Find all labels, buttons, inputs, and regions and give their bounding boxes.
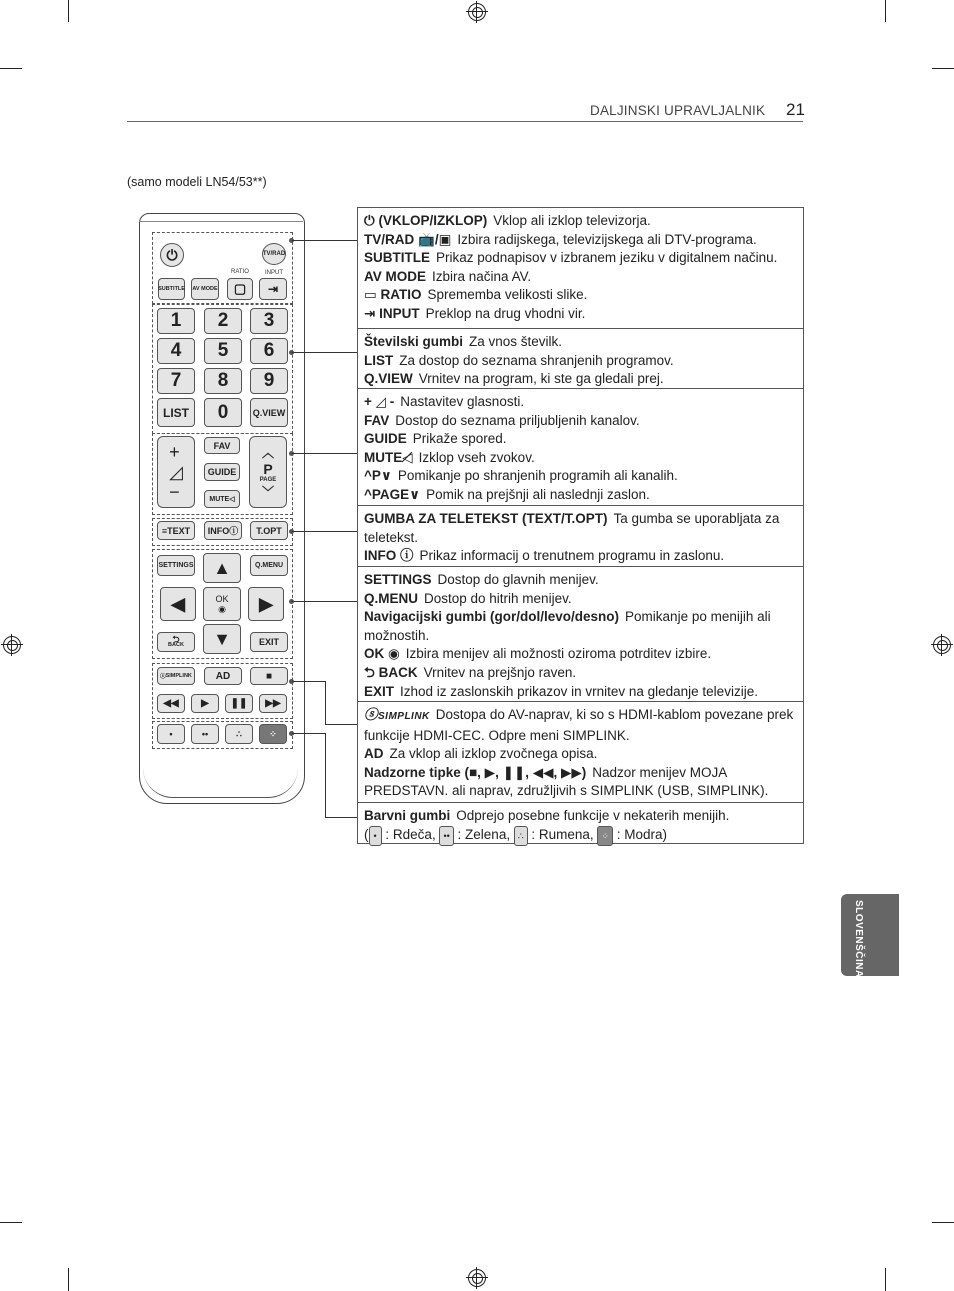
desc: Dostop do seznama priljubljenih kanalov. xyxy=(395,412,640,428)
registration-mark-icon xyxy=(3,636,21,654)
button-description-table xyxy=(357,207,804,844)
nav-up-button[interactable]: ▲ xyxy=(203,553,241,583)
fav-label: FAV xyxy=(213,440,231,451)
header-title: DALJINSKI UPRAVLJALNIK xyxy=(590,103,766,118)
fav-button[interactable] xyxy=(204,437,240,454)
digit-6-button[interactable] xyxy=(250,338,288,364)
term: EXIT xyxy=(364,683,395,699)
qmenu-button[interactable] xyxy=(250,555,288,576)
term: SUBTITLE xyxy=(364,250,430,266)
subtitle-label: SUBTITLE xyxy=(158,286,185,292)
header-divider xyxy=(127,121,803,122)
leader-line xyxy=(325,724,357,725)
info-icon: ⓘ xyxy=(400,548,414,564)
ad-label: AD xyxy=(215,670,231,682)
term: RATIO xyxy=(380,287,422,303)
term: GUIDE xyxy=(364,431,407,447)
input-icon: ⇥ xyxy=(364,305,376,321)
desc: Preklop na drug vhodni vir. xyxy=(425,305,586,321)
pause-button[interactable]: ❚❚ xyxy=(225,694,253,713)
ratio-label: RATIO xyxy=(231,269,249,275)
input-button[interactable]: ⇥ xyxy=(259,278,287,300)
desc: Za vnos številk. xyxy=(469,334,563,349)
registration-mark-icon xyxy=(468,1269,486,1287)
media-keys-icon: ■, ▶, ❚❚, ◀◀, ▶▶ xyxy=(469,764,582,780)
ad-button[interactable] xyxy=(204,667,242,685)
section-volume xyxy=(358,389,803,506)
subtitle-button[interactable] xyxy=(158,278,185,300)
text-label: TEXT xyxy=(167,525,191,536)
yellow-button[interactable]: ∴ xyxy=(225,724,253,744)
term: MUTE xyxy=(364,449,403,465)
ok-label: OK xyxy=(215,593,229,604)
desc: Vklop ali izklop televizorja. xyxy=(493,213,651,228)
term: ^PAGE∨ xyxy=(364,486,421,502)
settings-button[interactable] xyxy=(157,555,195,576)
crop-mark xyxy=(885,0,886,22)
digit-3-label: 3 xyxy=(263,310,275,331)
blue-button[interactable]: ⁘ xyxy=(259,724,287,744)
registration-mark-icon xyxy=(468,3,486,21)
desc: Izhod iz zaslonskih prikazov in vrnitev na gledanje televizije. xyxy=(400,683,758,699)
desc: Ta gumba se uporabljata za teletekst. xyxy=(364,511,780,545)
leader-line xyxy=(325,681,326,725)
power-button[interactable]: ⏻ xyxy=(160,243,184,267)
term: Nadzorne tipke xyxy=(364,764,461,780)
term: FAV xyxy=(364,412,390,428)
term: OK xyxy=(364,646,385,662)
green-dot-icon: •• xyxy=(439,826,453,847)
mute-button[interactable]: MUTE ◁ xyxy=(204,490,240,508)
digit-7-label: 7 xyxy=(170,370,182,391)
digit-8-button[interactable] xyxy=(204,368,242,394)
av-mode-button[interactable] xyxy=(191,278,219,300)
term: Navigacijski gumbi (gor/dol/levo/desno) xyxy=(364,609,620,625)
term: (VKLOP/IZKLOP) xyxy=(378,213,488,228)
term: AD xyxy=(364,746,384,762)
chevron-down-icon: ﹀ xyxy=(261,485,274,499)
digit-1-button[interactable] xyxy=(157,308,195,334)
crop-mark xyxy=(68,0,69,22)
mute-label: MUTE xyxy=(209,495,230,503)
term: Številski gumbi xyxy=(364,334,464,349)
digit-9-button[interactable] xyxy=(250,368,288,394)
ok-button[interactable] xyxy=(203,587,241,621)
leader-line xyxy=(292,531,357,532)
desc: Vrnitev na prejšnjo raven. xyxy=(423,664,577,680)
topt-button[interactable] xyxy=(250,521,288,540)
info-button[interactable]: INFO ⓘ xyxy=(204,521,242,540)
back-icon: ⮌ xyxy=(364,664,375,680)
green-button[interactable]: •• xyxy=(191,724,219,744)
desc: Izbira menijev ali možnosti oziroma potrditev izbire. xyxy=(405,646,712,662)
simplink-label: SIMPLINK xyxy=(165,673,192,679)
page-label: PAGE xyxy=(259,477,277,483)
ok-icon: ◉ xyxy=(388,646,400,662)
qview-button[interactable] xyxy=(250,398,288,427)
digit-1-label: 1 xyxy=(170,310,182,331)
info-label: INFO xyxy=(207,525,230,536)
simplink-icon: ⓢSIMPLINK xyxy=(364,707,430,722)
term: Barvni gumbi xyxy=(364,808,451,823)
leader-line xyxy=(292,681,326,682)
desc: Sprememba velikosti slike. xyxy=(427,287,588,303)
leader-line xyxy=(325,817,357,818)
language-tab xyxy=(841,894,899,976)
term: GUMBA ZA TELETEKST (TEXT/T.OPT) xyxy=(364,511,608,526)
term: TV/RAD xyxy=(364,231,415,247)
registration-mark-icon xyxy=(933,636,951,654)
qview-label: Q.VIEW xyxy=(252,407,286,418)
desc: Izbira radijskega, televizijskega ali DTV-programa. xyxy=(457,231,757,247)
digit-7-button[interactable] xyxy=(157,368,195,394)
volume-rocker[interactable]: + ◿ − xyxy=(157,436,195,508)
desc: Izbira načina AV. xyxy=(432,268,532,284)
crop-mark xyxy=(932,1222,954,1223)
desc: Prikaz podnapisov v izbranem jeziku v digitalnem načinu. xyxy=(436,250,778,266)
section-colors xyxy=(358,803,803,845)
crop-mark xyxy=(68,1268,69,1291)
ok-icon: ◉ xyxy=(218,603,226,614)
term: LIST xyxy=(364,352,394,368)
term: INPUT xyxy=(379,305,420,321)
program-rocker[interactable] xyxy=(249,436,287,508)
back-label: BACK xyxy=(168,642,184,648)
term: Q.VIEW xyxy=(364,371,413,387)
back-button[interactable] xyxy=(157,632,195,652)
blue-dot-icon: ⁘ xyxy=(597,826,613,847)
desc: Pomikanje po shranjenih programih ali kanalih. xyxy=(397,468,678,484)
digit-6-label: 6 xyxy=(263,340,275,361)
digit-0-button[interactable] xyxy=(204,398,242,427)
leader-line xyxy=(325,733,326,818)
yellow-dot-icon: ∴ xyxy=(514,826,528,847)
list-label: LIST xyxy=(163,405,189,420)
red-button[interactable]: • xyxy=(157,724,185,744)
crop-mark xyxy=(932,68,954,69)
rewind-button[interactable]: ◀◀ xyxy=(157,694,185,713)
term: + ◿ - xyxy=(364,394,395,409)
red-dot-icon: • xyxy=(369,826,382,847)
leader-line xyxy=(292,453,357,454)
mute-icon: ◁̸ xyxy=(402,449,413,465)
desc: Izklop vseh zvokov. xyxy=(418,449,535,465)
digit-4-label: 4 xyxy=(170,340,182,361)
crop-mark xyxy=(0,68,22,69)
digit-2-label: 2 xyxy=(217,310,229,331)
guide-button[interactable] xyxy=(204,463,240,481)
desc: Za vklop ali izklop zvočnega opisa. xyxy=(389,746,598,762)
digit-5-button[interactable] xyxy=(204,338,242,364)
nav-right-button[interactable]: ▶ xyxy=(248,587,284,621)
desc: Dostop do glavnih menijev. xyxy=(437,572,599,587)
remote-bottom-curve xyxy=(143,752,298,798)
list-button[interactable] xyxy=(157,398,195,427)
exit-label: EXIT xyxy=(258,637,279,647)
digit-4-button[interactable] xyxy=(157,338,195,364)
topt-label: T.OPT xyxy=(256,525,282,536)
desc: Za dostop do seznama shranjenih programov. xyxy=(399,352,674,368)
chevron-up-icon: ︿ xyxy=(261,446,274,460)
nav-down-button[interactable]: ▼ xyxy=(203,624,241,654)
section-navigation xyxy=(358,567,803,702)
tv-rad-button[interactable] xyxy=(262,243,286,265)
desc: Prikaz informacij o trenutnem programu in zaslonu. xyxy=(419,548,725,564)
desc: Odprejo posebne funkcije v nekaterih menijih. xyxy=(456,808,730,823)
term: INFO xyxy=(364,548,397,564)
tv-radio-icon: 📺/▣ xyxy=(418,231,452,247)
desc: Vrnitev na program, ki ste ga gledali prej. xyxy=(418,371,664,387)
term: ^P∨ xyxy=(364,468,392,484)
leader-line xyxy=(292,601,357,602)
term: AV MODE xyxy=(364,268,427,284)
ratio-button[interactable]: ▢ xyxy=(227,278,253,300)
back-icon: ⮌ xyxy=(172,634,180,644)
term: Q.MENU xyxy=(364,590,418,606)
term: SETTINGS xyxy=(364,572,432,587)
leader-line xyxy=(292,240,357,241)
digit-2-button[interactable] xyxy=(204,308,242,334)
leader-line xyxy=(292,352,357,353)
settings-label: SETTINGS xyxy=(158,562,194,569)
av-mode-label: AV MODE xyxy=(192,286,218,292)
program-p-label: P xyxy=(263,461,273,477)
section-teletext xyxy=(358,506,803,567)
qmenu-label: Q.MENU xyxy=(255,562,283,569)
nav-left-button[interactable]: ◀ xyxy=(160,587,196,621)
remote-top-edge xyxy=(139,213,303,222)
desc: Nastavitev glasnosti. xyxy=(400,394,525,409)
tv-rad-label: TV/RAD xyxy=(262,250,286,257)
digit-5-label: 5 xyxy=(217,340,229,361)
digit-3-button[interactable] xyxy=(250,308,288,334)
exit-button[interactable] xyxy=(250,632,288,652)
section-power xyxy=(358,208,803,329)
model-note: (samo modeli LN54/53**) xyxy=(127,175,267,189)
digit-9-label: 9 xyxy=(263,370,275,391)
page-number: 21 xyxy=(786,100,805,119)
fast-forward-button[interactable]: ▶▶ xyxy=(259,694,287,713)
input-label: INPUT xyxy=(265,270,283,276)
guide-label: GUIDE xyxy=(207,467,237,477)
desc: Prikaže spored. xyxy=(412,431,507,447)
language-label: SLOVENŠČINA xyxy=(853,900,864,978)
crop-mark xyxy=(0,1222,22,1223)
leader-line xyxy=(292,733,326,734)
text-button[interactable]: ≡ TEXT xyxy=(157,521,195,540)
crop-mark xyxy=(885,1268,886,1291)
simplink-button[interactable]: ⓢ SIMPLINK xyxy=(157,667,195,685)
desc: Dostop do hitrih menijev. xyxy=(424,590,572,606)
play-button[interactable]: ▶ xyxy=(191,694,219,713)
desc: Pomikanje po menijih ali možnostih. xyxy=(364,609,771,643)
digit-8-label: 8 xyxy=(217,370,229,391)
desc: Pomik na prejšnji ali naslednji zaslon. xyxy=(426,486,650,502)
stop-button[interactable]: ■ xyxy=(250,667,288,685)
ratio-icon: ▭ xyxy=(364,287,377,303)
term: BACK xyxy=(378,664,418,680)
section-simplink: ⓢSIMPLINK Dostopa do AV-naprav, ki so s HDMI-kablom povezane prek funkcije HDMI-CEC. Odpre meni SIMPLINK. AD Za vklop ali izklop zvočnega opisa. Nadzorne tipke (■, ▶, ❚❚, ◀◀, ▶▶) Nadzor menijev MOJA PREDSTAVN. ali naprav, združljivih s SIMPLINK (USB, SIMPLINK). xyxy=(358,702,803,803)
desc: Dostopa do AV-naprav, ki so s HDMI-kablom povezane prek funkcije HDMI-CEC. Odpre meni SIMPLINK. xyxy=(364,707,794,743)
power-icon: ⏻ xyxy=(364,213,375,228)
color-legend: ( • : Rdeča, •• : Zelena, ∴ : Rumena, ⁘ : Modra) xyxy=(364,826,797,847)
digit-0-label: 0 xyxy=(217,401,229,423)
section-numbers xyxy=(358,329,803,389)
desc: Nadzor menijev MOJA PREDSTAVN. ali naprav, združljivih s SIMPLINK (USB, SIMPLINK). xyxy=(364,764,769,799)
